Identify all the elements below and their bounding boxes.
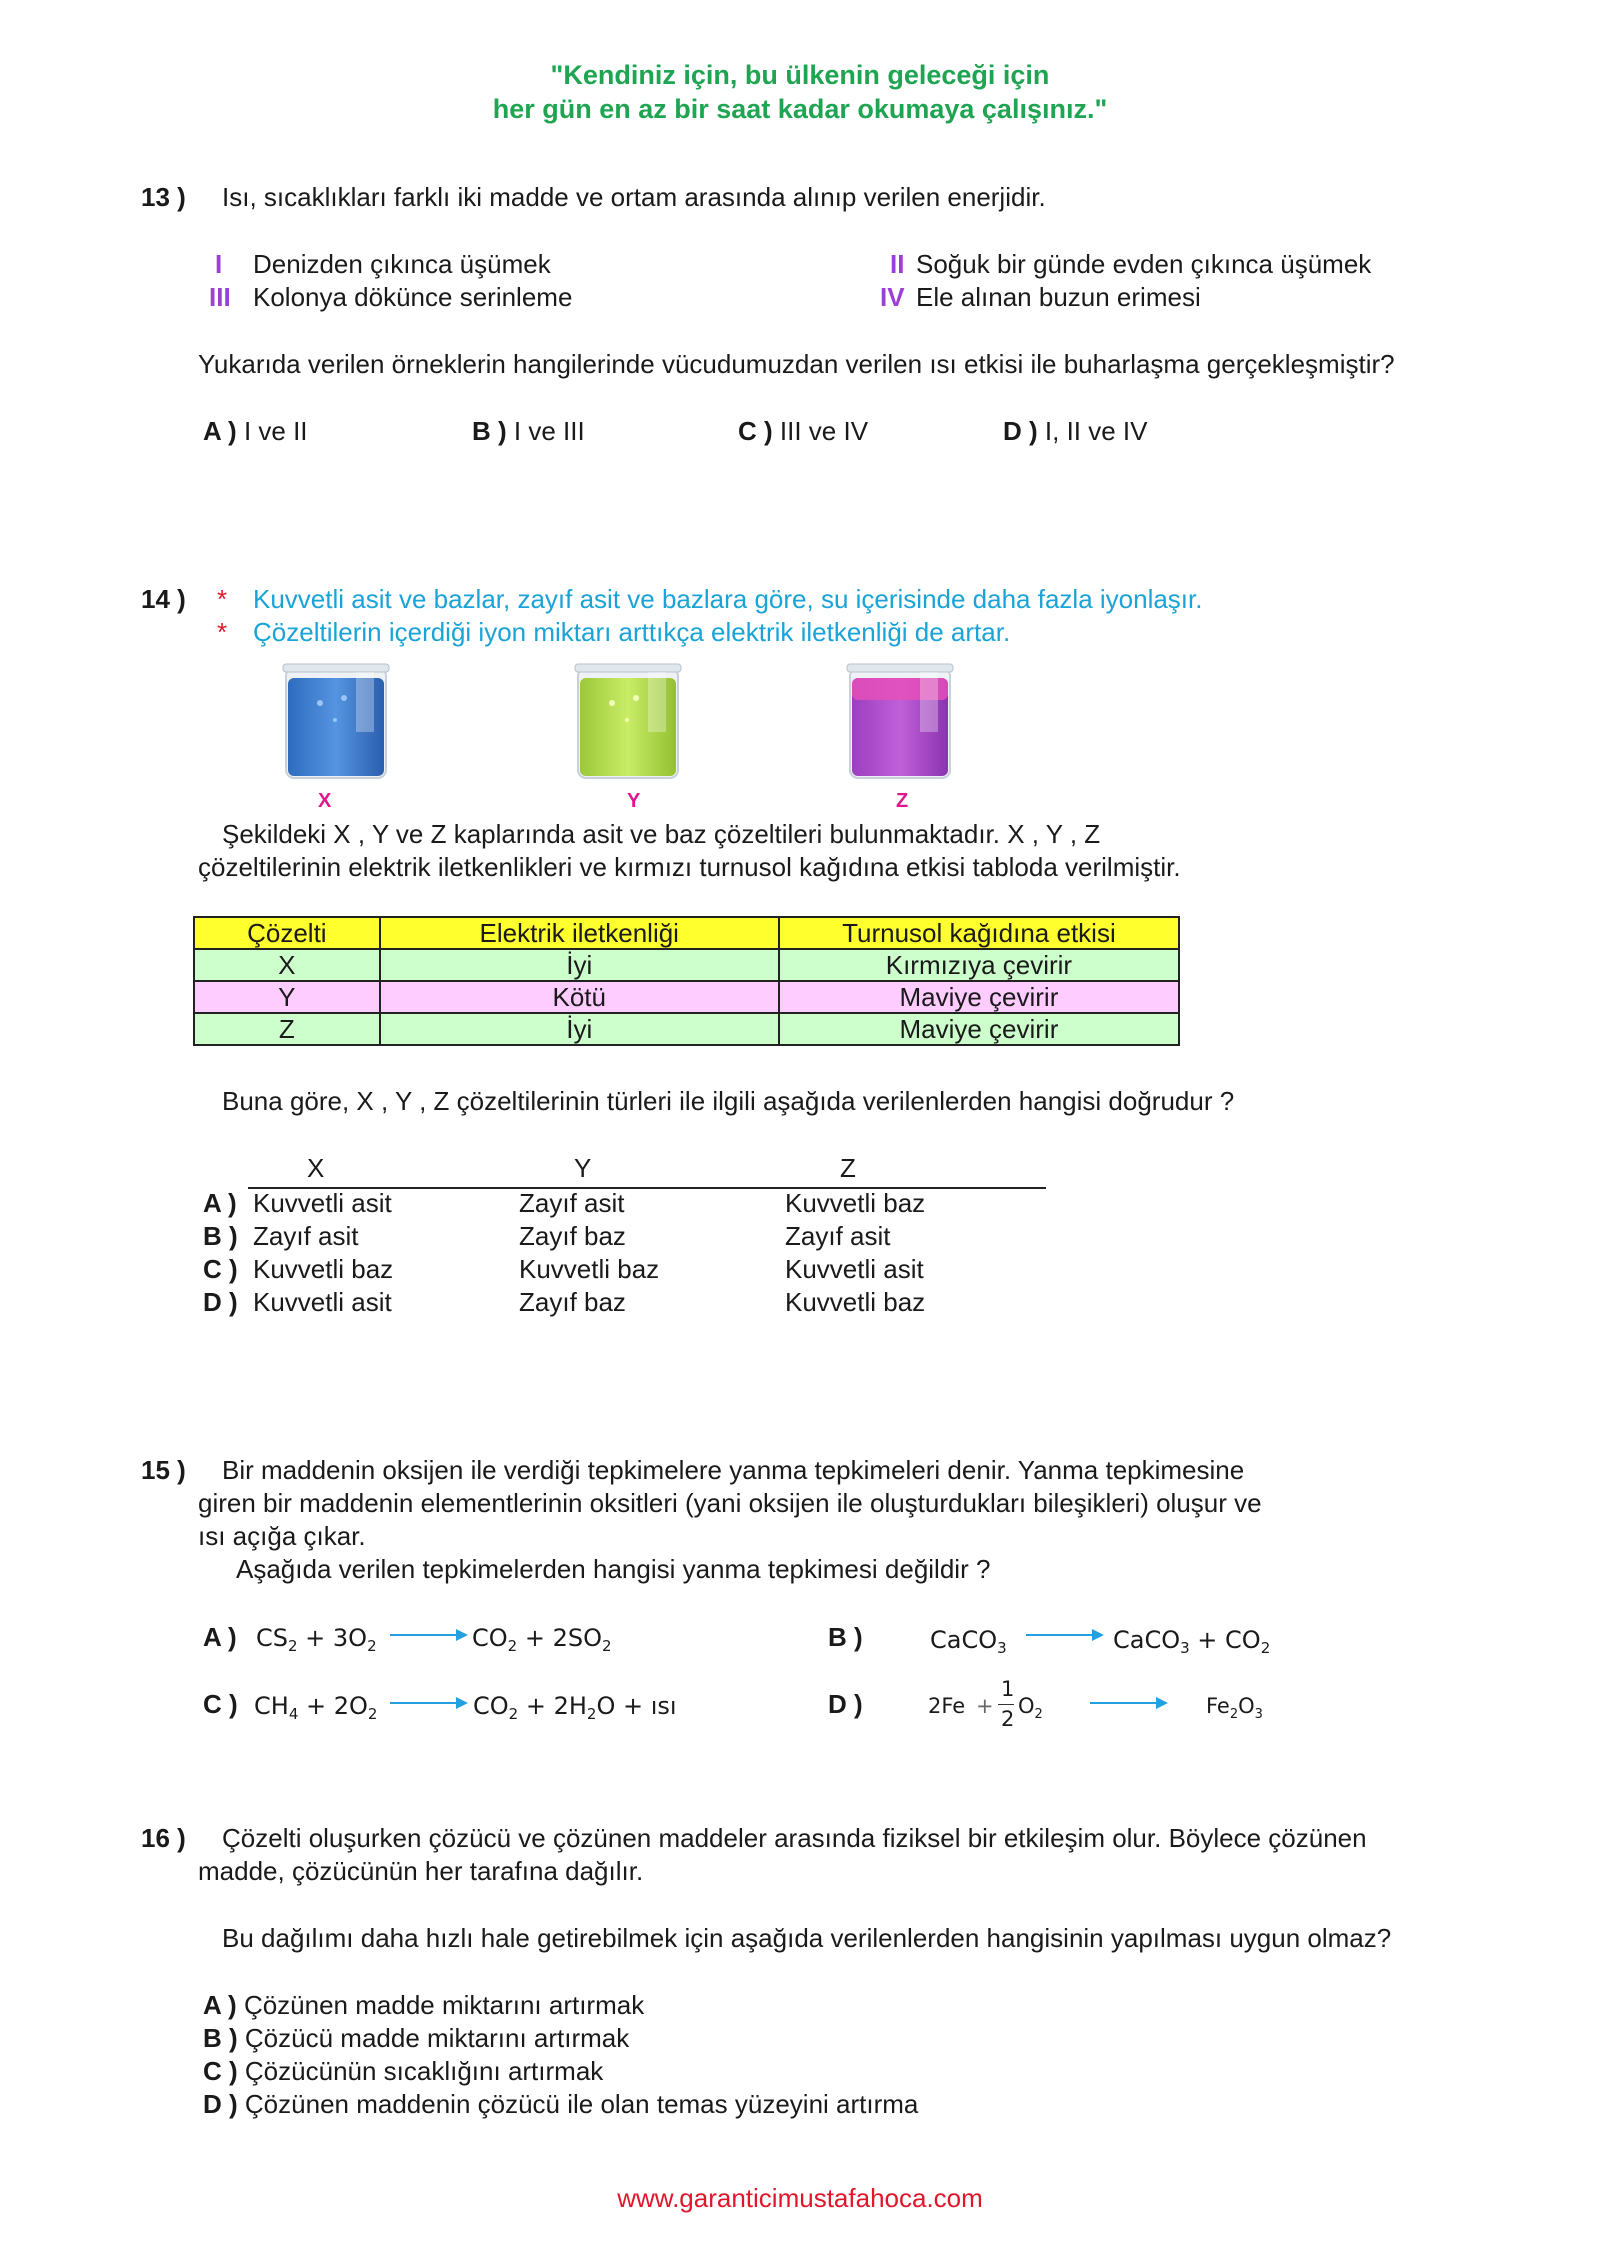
q14-option-c-x: Kuvvetli baz — [253, 1254, 394, 1284]
table-cell: X — [194, 949, 380, 981]
q14-option-d-x: Kuvvetli asit — [253, 1287, 392, 1317]
beaker-label-z: Z — [896, 790, 909, 812]
q14-option-b-x: Zayıf asit — [253, 1221, 359, 1251]
q16-option-b[interactable] — [203, 2022, 629, 2055]
q15-question: Aşağıda verilen tepkimelerden hangisi yanma tepkimesi değildir ? — [236, 1554, 991, 1584]
q16-question: Bu dağılımı daha hızlı hale getirebilmek için aşağıda verilenlerden hangisinin yapılması uygun olmaz? — [222, 1923, 1392, 1953]
arrow-icon — [390, 1625, 470, 1645]
q14-star-2: * — [217, 617, 228, 647]
q15-option-a-reactants: $CS_2 + 3O_2$ — [256, 1624, 377, 1655]
table-cell: Maviye çevirir — [779, 1013, 1179, 1045]
q14-column-z: Z — [840, 1153, 856, 1183]
q15-option-c-reactants: $CH_4 + 2O_2$ — [254, 1692, 378, 1723]
option-letter: A ) — [203, 1990, 237, 2020]
table-row — [194, 949, 1179, 981]
header-line-1: "Kendiniz için, bu ülkenin geleceği için — [550, 60, 1050, 90]
q14-option-a-z: Kuvvetli baz — [785, 1188, 926, 1218]
beaker-label-x: X — [318, 790, 332, 812]
table-cell: Maviye çevirir — [779, 981, 1179, 1013]
q15-number: 15 ) — [141, 1455, 186, 1485]
q16-option-c[interactable] — [203, 2055, 603, 2088]
table-header: Çözelti — [194, 917, 380, 949]
table-cell: İyi — [380, 949, 779, 981]
table-cell: İyi — [380, 1013, 779, 1045]
q14-stem-line-2: çözeltilerinin elektrik iletkenlikleri ve kırmızı turnusol kağıdına etkisi tabloda verilmiştir. — [198, 852, 1181, 882]
option-letter: C ) — [203, 2056, 238, 2086]
q14-question: Buna göre, X , Y , Z çözeltilerinin türleri ile ilgili aşağıda verilenlerden hangisi doğrudur ? — [222, 1086, 1235, 1116]
q14-option-d-y: Zayıf baz — [519, 1287, 626, 1317]
q13-roman-1: I — [215, 249, 223, 279]
q15-option-d-products: $Fe_2O_3$ — [1206, 1694, 1263, 1722]
q14-bullet-2: Çözeltilerin içerdiği iyon miktarı arttıkça elektrik iletkenliği de artar. — [253, 617, 1011, 647]
q14-number: 14 ) — [141, 584, 186, 614]
beaker-label-y: Y — [627, 790, 641, 812]
q14-option-c-z: Kuvvetli asit — [785, 1254, 924, 1284]
q13-option-b[interactable] — [472, 415, 585, 448]
solution-table — [193, 916, 1180, 1046]
table-cell: Z — [194, 1013, 380, 1045]
q14-star-1: * — [217, 584, 228, 614]
q13-option-c[interactable] — [738, 415, 868, 448]
q14-bullet-1: Kuvvetli asit ve bazlar, zayıf asit ve bazlara göre, su içerisinde daha fazla iyonlaşır. — [253, 584, 1203, 614]
footer-link[interactable]: www.garanticimustafahoca.com — [617, 2183, 983, 2213]
arrow-icon — [1090, 1693, 1170, 1713]
header-line-2: her gün en az bir saat kadar okumaya çalışınız." — [492, 94, 1108, 124]
option-letter: B ) — [472, 416, 507, 446]
q15-option-b-letter[interactable]: B ) — [828, 1622, 863, 1652]
option-letter: B ) — [203, 1221, 238, 1251]
q14-stem-line-1: Şekildeki X , Y ve Z kaplarında asit ve baz çözeltileri bulunmaktadır. X , Y , Z — [222, 819, 1101, 849]
arrow-icon — [1026, 1625, 1106, 1645]
option-letter: D ) — [1003, 416, 1038, 446]
option-letter: C ) — [203, 1254, 238, 1284]
q13-number: 13 ) — [141, 182, 186, 212]
q13-item-4: Ele alınan buzun erimesi — [916, 282, 1201, 312]
option-letter: D ) — [203, 1287, 238, 1317]
q16-option-d[interactable] — [203, 2088, 918, 2121]
option-text: I ve III — [513, 416, 585, 446]
option-text: I, II ve IV — [1044, 416, 1148, 446]
table-cell: Kırmızıya çevirir — [779, 949, 1179, 981]
q15-option-b-products: CaCO$_3$ + $CO_2$ — [1113, 1626, 1271, 1657]
option-letter: A ) — [203, 416, 237, 446]
q13-question: Yukarıda verilen örneklerin hangilerinde vücudumuzdan verilen ısı etkisi ile buharlaşma gerçekleşmiştir? — [198, 349, 1395, 379]
q13-item-3: Kolonya dökünce serinleme — [253, 282, 573, 312]
table-header-row — [194, 917, 1179, 949]
q14-option-d[interactable] — [203, 1286, 238, 1319]
option-letter: C ) — [738, 416, 773, 446]
q16-stem-line-1: Çözelti oluşurken çözücü ve çözünen maddeler arasında fiziksel bir etkileşim olur. Böylece çözünen — [222, 1823, 1367, 1853]
table-header: Turnusol kağıdına etkisi — [779, 917, 1179, 949]
beaker-x-image — [280, 658, 396, 786]
q14-option-d-z: Kuvvetli baz — [785, 1287, 926, 1317]
q15-stem-line-3: ısı açığa çıkar. — [198, 1521, 366, 1551]
option-text: I ve II — [243, 416, 308, 446]
q15-option-c-products: $CO_2 + 2H_2O$ + ısı — [473, 1692, 677, 1723]
heat-text: ısı — [650, 1692, 677, 1720]
option-letter: A ) — [203, 1188, 237, 1218]
q15-option-c-letter[interactable]: C ) — [203, 1689, 238, 1719]
q14-option-a-x: Kuvvetli asit — [253, 1188, 392, 1218]
q13-option-a[interactable] — [203, 415, 308, 448]
table-cell: Y — [194, 981, 380, 1013]
option-text: Çözünen madde miktarını artırmak — [243, 1990, 645, 2020]
q14-option-c[interactable] — [203, 1253, 238, 1286]
option-text: III ve IV — [779, 416, 869, 446]
table-cell: Kötü — [380, 981, 779, 1013]
q13-item-2: Soğuk bir günde evden çıkınca üşümek — [916, 249, 1372, 279]
table-header: Elektrik iletkenliği — [380, 917, 779, 949]
q15-stem-line-2: giren bir maddenin elementlerinin oksitleri (yani oksijen ile oluşturdukları bileşikleri) oluşur ve — [198, 1488, 1262, 1518]
q15-option-d-reactants: 2Fe + 1 2 $O_2$ — [928, 1677, 1043, 1731]
option-letter: D ) — [203, 2089, 238, 2119]
q13-roman-4: IV — [880, 282, 905, 312]
q14-option-b[interactable] — [203, 1220, 238, 1253]
q15-option-b-reactants: CaCO$_3$ — [930, 1626, 1007, 1657]
q13-item-1: Denizden çıkınca üşümek — [253, 249, 551, 279]
arrow-icon — [390, 1693, 470, 1713]
q14-option-a-y: Zayıf asit — [519, 1188, 625, 1218]
q13-roman-3: III — [209, 282, 231, 312]
q13-option-d[interactable] — [1003, 415, 1148, 448]
q14-option-c-y: Kuvvetli baz — [519, 1254, 660, 1284]
q14-option-a[interactable] — [203, 1187, 237, 1220]
q16-option-a[interactable] — [203, 1989, 644, 2022]
option-text: Çözünen maddenin çözücü ile olan temas yüzeyini artırma — [244, 2089, 919, 2119]
option-text: Çözücünün sıcaklığını artırmak — [244, 2056, 604, 2086]
beaker-z-image — [844, 658, 960, 786]
beaker-y-image — [572, 658, 688, 786]
q14-column-x: X — [307, 1153, 325, 1183]
option-letter: B ) — [203, 2023, 238, 2053]
q15-option-a-products: $CO_2 + 2SO_2$ — [472, 1624, 612, 1655]
table-row — [194, 1013, 1179, 1045]
q15-option-d-letter[interactable]: D ) — [828, 1689, 863, 1719]
table-row — [194, 981, 1179, 1013]
q16-number: 16 ) — [141, 1823, 186, 1853]
q14-option-b-z: Zayıf asit — [785, 1221, 891, 1251]
q14-option-b-y: Zayıf baz — [519, 1221, 626, 1251]
q13-roman-2: II — [890, 249, 905, 279]
q15-stem-line-1: Bir maddenin oksijen ile verdiği tepkimelere yanma tepkimeleri denir. Yanma tepkimesine — [222, 1455, 1245, 1485]
option-text: Çözücü madde miktarını artırmak — [244, 2023, 630, 2053]
q14-column-y: Y — [574, 1153, 592, 1183]
q16-stem-line-2: madde, çözücünün her tarafına dağılır. — [198, 1856, 644, 1886]
q15-option-a-letter[interactable]: A ) — [203, 1622, 237, 1652]
q13-stem: Isı, sıcaklıkları farklı iki madde ve ortam arasında alınıp verilen enerjidir. — [222, 182, 1046, 212]
